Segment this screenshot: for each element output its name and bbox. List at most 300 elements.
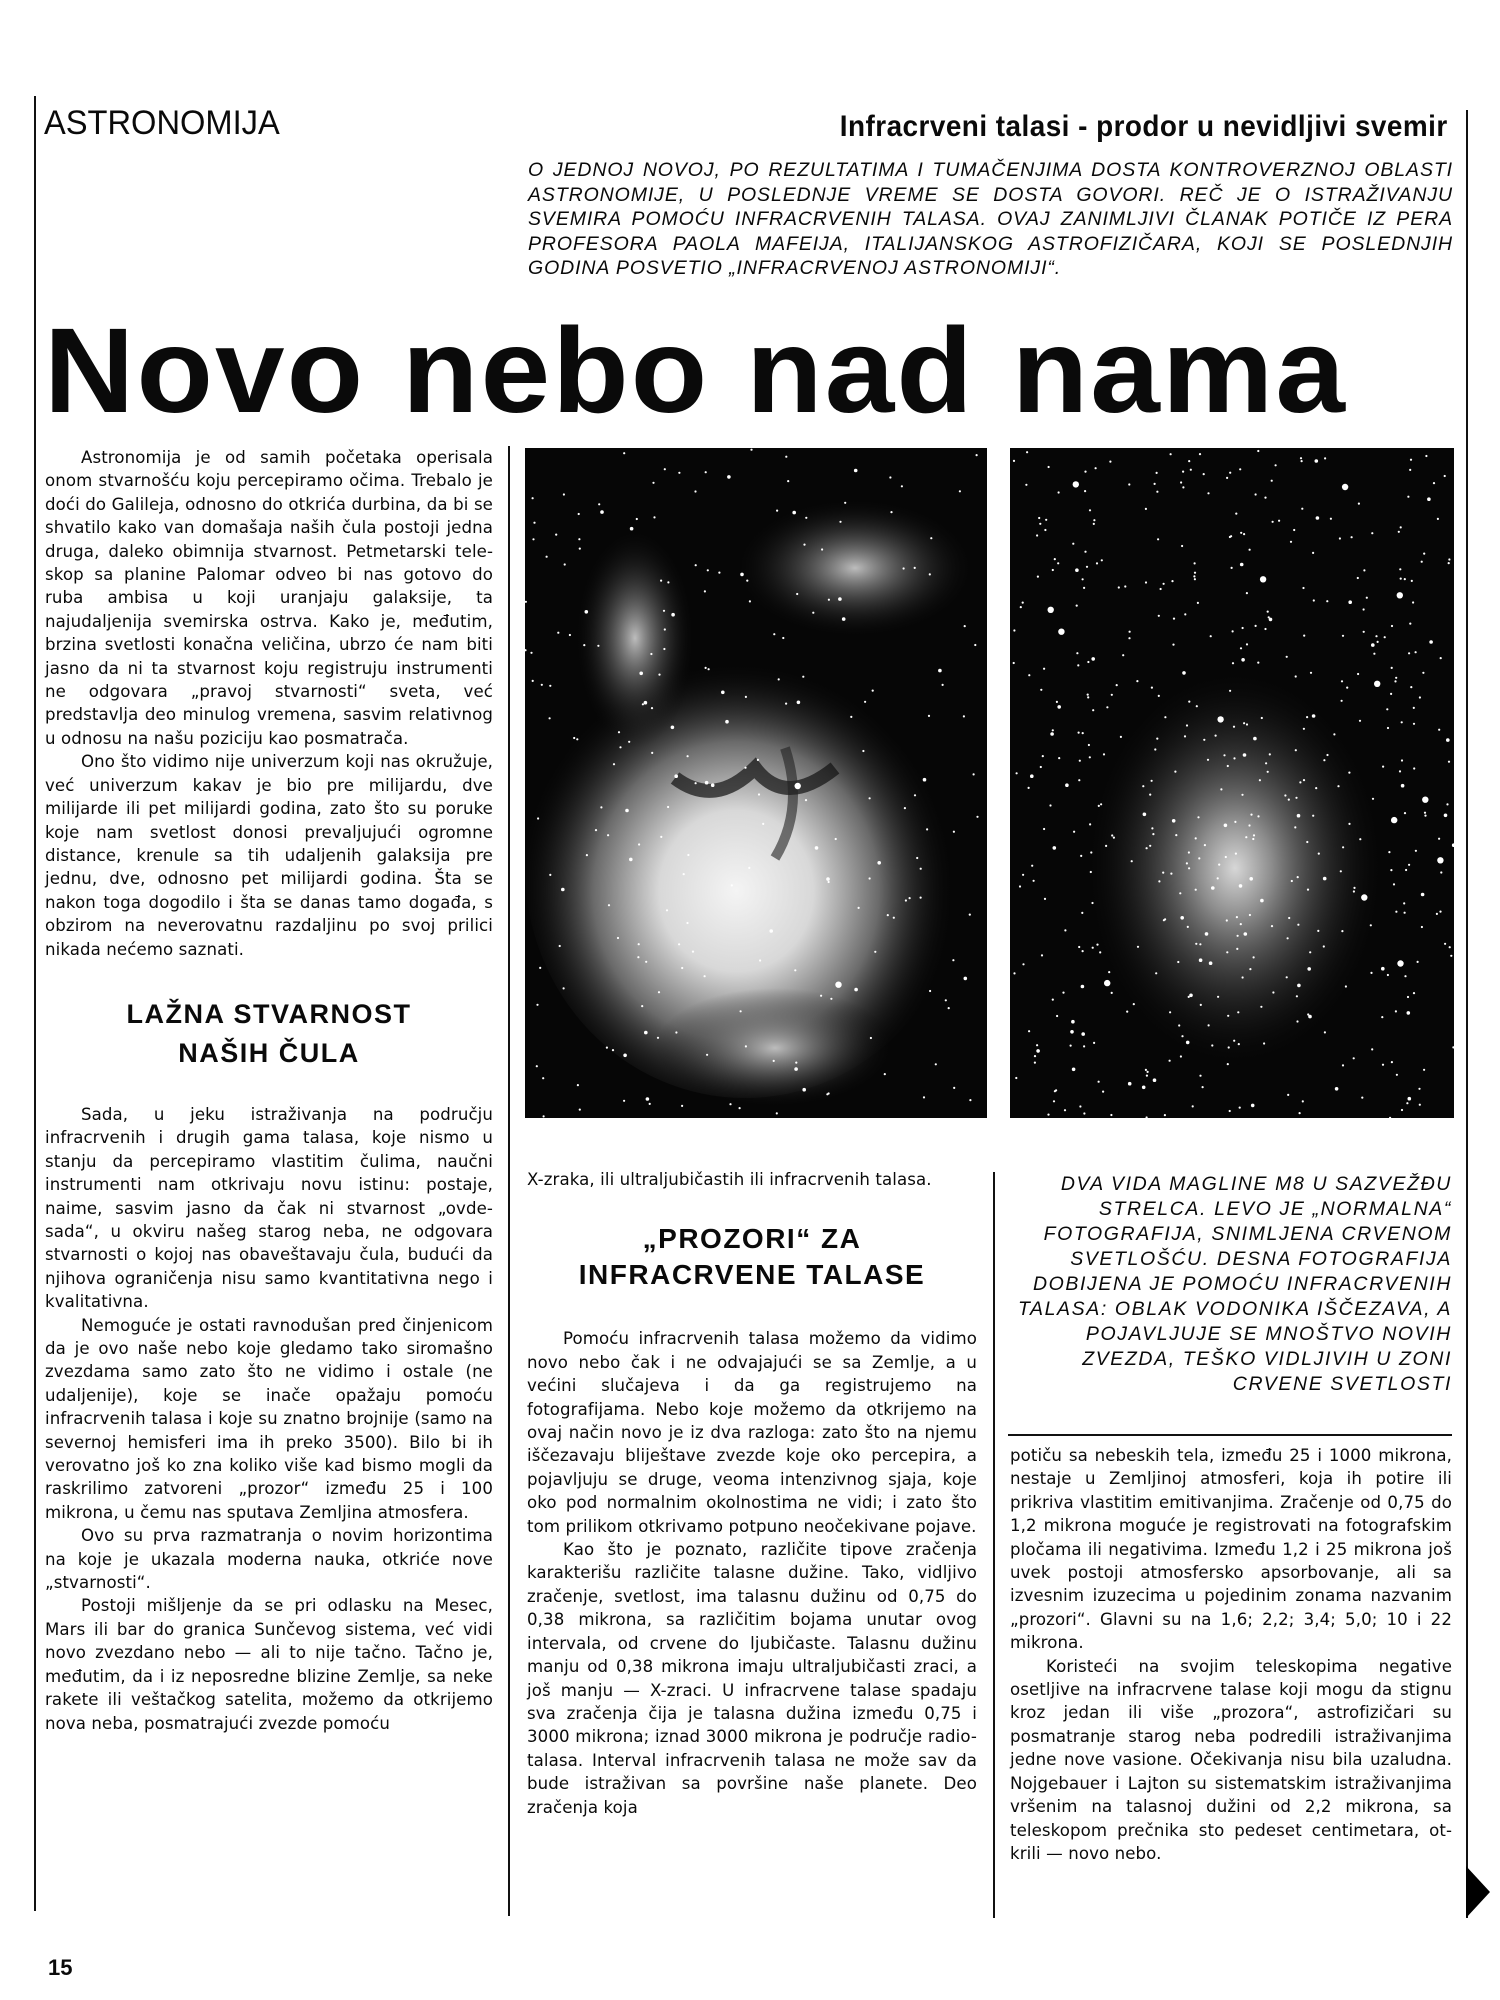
star-speck [1116, 684, 1118, 686]
star-speck [607, 834, 609, 836]
star-speck [705, 781, 709, 785]
page-number: 15 [48, 1955, 73, 1980]
star-speck [759, 959, 761, 961]
article-column-3 [1010, 1444, 1452, 1865]
star-speck [942, 684, 944, 686]
star-speck [1235, 513, 1237, 515]
star-speck [1084, 551, 1086, 553]
star-speck [1342, 1064, 1344, 1066]
star-speck [671, 726, 675, 730]
star-speck [608, 904, 610, 906]
star-speck [964, 977, 968, 981]
star-speck [1082, 950, 1084, 952]
star-speck [1211, 1044, 1213, 1046]
star-speck [1300, 457, 1302, 459]
star-speck [1128, 1082, 1132, 1086]
star-speck [1037, 576, 1039, 578]
star-speck [1104, 980, 1110, 986]
star-speck [1079, 1105, 1081, 1107]
star-speck [705, 667, 707, 669]
star-speck [646, 1097, 650, 1101]
star-speck [1333, 733, 1335, 735]
star-speck [842, 617, 846, 621]
star-speck [1317, 930, 1319, 932]
star-speck [1290, 541, 1292, 543]
star-speck [649, 1103, 651, 1105]
star-speck [1240, 563, 1244, 567]
star-speck [1103, 753, 1105, 755]
star-speck [1345, 985, 1347, 987]
headline: Novo nebo nad nama [44, 304, 1348, 439]
star-speck [1423, 1069, 1425, 1071]
star-speck [1087, 661, 1089, 663]
star-speck [1019, 885, 1021, 887]
star-speck [1307, 967, 1311, 971]
star-speck [1249, 877, 1253, 881]
star-speck [1227, 1015, 1229, 1017]
star-speck [1194, 578, 1196, 580]
star-speck [964, 625, 966, 627]
star-speck [1302, 587, 1304, 589]
star-speck [935, 1063, 937, 1065]
star-speck [1395, 911, 1397, 913]
star-speck [1199, 958, 1203, 962]
star-speck [1342, 484, 1348, 490]
star-speck [1272, 991, 1274, 993]
star-speck [1348, 772, 1350, 774]
star-speck [1310, 672, 1312, 674]
star-speck [1407, 1011, 1411, 1015]
star-speck [1133, 1003, 1135, 1005]
star-speck [1297, 924, 1299, 926]
star-speck [1353, 887, 1355, 889]
star-speck [1243, 533, 1245, 535]
subheading-line: „PROZORI“ ZA [642, 1223, 862, 1255]
star-speck [536, 1004, 538, 1006]
star-speck [1036, 534, 1038, 536]
star-speck [1335, 1087, 1339, 1091]
star-speck [532, 538, 534, 540]
star-speck [1177, 961, 1179, 963]
star-speck [1233, 757, 1235, 759]
article-column-1 [45, 446, 493, 1735]
star-speck [1226, 951, 1228, 953]
star-speck [844, 502, 846, 504]
star-speck [901, 485, 903, 487]
star-speck [805, 517, 807, 519]
star-speck [1048, 607, 1054, 613]
paragraph: Sada, u jeku istraživanja na području infracrvenih i drugih gama talasa, koje nismo u stanju da percepiramo vlastitim čulima, naučni instrumenti nam otkrivaju novu istinu: postaje, naime, sasvim jasno da čak ni stvarnost „ovde-sada“, u okviru našeg starog neba, ne odgovara stvarnosti o kojoj nas obaveštavaju čula, budući da njihova ograničenja nisu samo kvantitativna nego i kvalitativna. [45, 1104, 493, 1312]
star-speck [1271, 925, 1273, 927]
star-speck [740, 573, 744, 577]
paragraph: Astronomija je od samih početaka operisala onom stvarnošću koju percepiramo očima. Trebalo je doći do Galileja, odnosno do otkrića durbina, da bi se shvatilo kako van domašaja naših čula postoji jedna druga, daleko obimnija stvarnost. Petmetarski teleskop sa planine Palomar odveo bi nas gotovo do ruba ambisa u koji uranjaju galaksije, ta najudaljenija svemirska ostrva. Kako je, međutim, brzina svetlosti konačna veličina, ubrzo će nam biti jasno da ni ta stvarnost koju registruju instrumenti ne odgovara „pravoj stvarnosti“ sveta, već predstavlja deo minulog vremena, sasvim relativnog u odnosu na našu poziciju kao posmatrača. [45, 448, 493, 748]
col2-col3-divider [993, 1172, 995, 1918]
star-speck [583, 644, 585, 646]
star-speck [1239, 884, 1243, 888]
star-speck [869, 797, 871, 799]
star-speck [1105, 845, 1107, 847]
star-speck [1235, 853, 1237, 855]
star-speck [555, 534, 557, 536]
star-speck [1291, 880, 1293, 882]
star-speck [1372, 798, 1374, 800]
star-speck [1242, 627, 1244, 629]
star-speck [914, 794, 916, 796]
star-speck [1302, 1100, 1304, 1102]
star-speck [549, 717, 551, 719]
star-speck [838, 597, 842, 601]
star-speck [854, 988, 858, 992]
star-speck [1253, 737, 1257, 741]
star-speck [1260, 1006, 1262, 1008]
star-speck [658, 991, 660, 993]
star-speck [663, 610, 665, 612]
star-speck [530, 652, 532, 654]
star-speck [1399, 770, 1401, 772]
star-speck [1401, 759, 1403, 761]
star-speck [1223, 754, 1225, 756]
star-speck [1363, 608, 1365, 610]
star-speck [1408, 864, 1410, 866]
star-speck [1122, 654, 1124, 656]
star-speck [773, 1060, 775, 1062]
star-speck [1145, 581, 1147, 583]
star-speck [595, 829, 597, 831]
star-speck [573, 737, 575, 739]
star-speck [1391, 625, 1393, 627]
star-speck [1303, 779, 1305, 781]
star-speck [1225, 856, 1227, 858]
star-speck [1341, 680, 1343, 682]
star-speck [963, 715, 965, 717]
star-speck [805, 799, 807, 801]
star-speck [1248, 824, 1250, 826]
star-speck [1053, 846, 1057, 850]
star-speck [1404, 912, 1406, 914]
star-speck [1413, 992, 1415, 994]
star-speck [1200, 1004, 1202, 1006]
star-speck [835, 982, 841, 988]
star-speck [952, 959, 954, 961]
star-speck [893, 917, 895, 919]
star-speck [1341, 700, 1343, 702]
star-speck [1195, 943, 1197, 945]
star-speck [541, 684, 543, 686]
star-speck [1028, 787, 1030, 789]
star-speck [597, 645, 599, 647]
star-speck [1433, 482, 1435, 484]
star-speck [1415, 651, 1417, 653]
star-speck [1198, 857, 1200, 859]
star-speck [748, 867, 750, 869]
star-speck [862, 750, 864, 752]
star-speck [1129, 631, 1131, 633]
star-speck [731, 884, 733, 886]
star-speck [1249, 914, 1251, 916]
star-speck [1084, 490, 1086, 492]
star-speck [1421, 561, 1423, 563]
star-speck [1386, 708, 1388, 710]
col1-col2-divider [508, 446, 510, 1916]
star-speck [776, 510, 778, 512]
triangle-right-icon [1466, 1866, 1490, 1918]
star-speck [739, 1107, 741, 1109]
star-speck [1315, 459, 1319, 463]
star-speck [1244, 932, 1248, 936]
star-speck [1057, 705, 1061, 709]
star-speck [1209, 961, 1213, 965]
star-speck [559, 945, 561, 947]
star-speck [938, 669, 942, 673]
star-speck [1190, 469, 1192, 471]
star-speck [835, 838, 837, 840]
star-speck [1264, 497, 1266, 499]
star-speck [1409, 623, 1411, 625]
star-speck [1448, 558, 1450, 560]
star-speck [1053, 1100, 1055, 1102]
star-speck [744, 767, 746, 769]
star-speck [1337, 785, 1339, 787]
star-speck [1039, 523, 1041, 525]
star-speck [1316, 516, 1320, 520]
star-speck [671, 613, 675, 617]
star-speck [644, 1031, 648, 1035]
star-speck [1120, 736, 1122, 738]
star-speck [1054, 558, 1056, 560]
star-speck [641, 1005, 643, 1007]
star-speck [704, 975, 706, 977]
star-speck [1054, 1090, 1056, 1092]
star-speck [600, 806, 602, 808]
star-speck [1391, 817, 1397, 823]
star-speck [1387, 727, 1389, 729]
star-speck [1163, 919, 1165, 921]
star-speck [1040, 689, 1042, 691]
star-speck [563, 493, 565, 495]
star-speck [1151, 687, 1153, 689]
star-speck [1194, 572, 1196, 574]
star-speck [976, 816, 978, 818]
star-speck [1026, 451, 1028, 453]
star-speck [1312, 552, 1314, 554]
nebula-photo-left [525, 448, 987, 1118]
star-speck [1312, 714, 1316, 718]
star-speck [1101, 559, 1103, 561]
star-speck [1108, 971, 1110, 973]
star-speck [920, 868, 922, 870]
star-speck [617, 937, 619, 939]
star-speck [1401, 784, 1405, 788]
star-speck [681, 1105, 683, 1107]
star-speck [569, 634, 571, 636]
star-speck [1154, 483, 1156, 485]
star-speck [1022, 874, 1024, 876]
star-speck [1387, 974, 1389, 976]
star-speck [1013, 662, 1015, 664]
star-speck [1260, 899, 1264, 903]
star-speck [1268, 616, 1270, 618]
star-speck [576, 738, 578, 740]
star-speck [563, 987, 565, 989]
star-speck [830, 998, 832, 1000]
star-speck [820, 995, 822, 997]
star-speck [1093, 523, 1095, 525]
star-speck [826, 877, 830, 881]
star-speck [1211, 886, 1215, 890]
star-speck [1233, 1040, 1235, 1042]
star-speck [1070, 1030, 1074, 1034]
star-speck [1184, 613, 1186, 615]
star-speck [1137, 946, 1139, 948]
star-speck [1397, 960, 1403, 966]
star-speck [1299, 781, 1301, 783]
star-speck [1058, 629, 1064, 635]
star-speck [1172, 819, 1176, 823]
star-speck [1240, 532, 1242, 534]
star-speck [1088, 744, 1090, 746]
caption-divider [1008, 1434, 1452, 1436]
star-speck [1229, 472, 1231, 474]
star-speck [973, 773, 975, 775]
star-speck [1224, 824, 1228, 828]
star-speck [1339, 537, 1341, 539]
star-speck [1157, 538, 1159, 540]
star-speck [532, 497, 534, 499]
star-speck [1025, 484, 1027, 486]
star-speck [1234, 821, 1236, 823]
star-speck [645, 961, 647, 963]
star-speck [1264, 628, 1266, 630]
left-frame-rule [34, 96, 36, 1911]
star-speck [1257, 662, 1259, 664]
star-speck [1184, 735, 1186, 737]
star-speck [1396, 1074, 1398, 1076]
star-speck [619, 746, 621, 748]
star-speck [1232, 662, 1234, 664]
star-speck [1348, 823, 1350, 825]
star-speck [578, 513, 580, 515]
star-speck [1072, 543, 1074, 545]
star-speck [1089, 756, 1091, 758]
star-speck [926, 828, 928, 830]
star-speck [1370, 972, 1372, 974]
star-speck [638, 843, 640, 845]
star-speck [1083, 1045, 1085, 1047]
star-speck [1042, 755, 1044, 757]
star-speck [1028, 1030, 1030, 1032]
star-speck [1156, 472, 1158, 474]
star-speck [1330, 518, 1332, 520]
star-speck [1398, 531, 1400, 533]
star-speck [1410, 686, 1412, 688]
star-speck [794, 969, 796, 971]
star-speck [1390, 869, 1392, 871]
star-speck [874, 951, 876, 953]
star-speck [1421, 926, 1423, 928]
star-speck [1145, 1069, 1147, 1071]
star-speck [1246, 723, 1248, 725]
star-speck [708, 668, 710, 670]
star-speck [1253, 956, 1255, 958]
star-speck [1260, 576, 1266, 582]
star-speck [1195, 889, 1197, 891]
star-speck [890, 511, 892, 513]
star-speck [1128, 637, 1130, 639]
star-speck [1145, 508, 1147, 510]
star-speck [1341, 930, 1343, 932]
star-speck [1174, 771, 1176, 773]
star-speck [1226, 477, 1228, 479]
star-speck [1013, 972, 1015, 974]
star-speck [1152, 833, 1154, 835]
star-speck [1381, 1016, 1383, 1018]
star-speck [1081, 1032, 1085, 1036]
star-speck [1154, 748, 1156, 750]
subheading-line: NAŠIH ČULA [178, 1037, 360, 1068]
star-speck [1076, 652, 1078, 654]
star-speck [1407, 996, 1409, 998]
star-speck [1013, 629, 1015, 631]
star-speck [864, 701, 866, 703]
star-speck [1169, 1060, 1171, 1062]
star-speck [1217, 996, 1219, 998]
star-speck [1079, 760, 1081, 762]
star-speck [1437, 518, 1439, 520]
star-speck [1373, 653, 1375, 655]
star-speck [1400, 578, 1402, 580]
star-speck [1149, 845, 1151, 847]
star-speck [1286, 976, 1288, 978]
star-speck [1149, 794, 1151, 796]
star-speck [769, 929, 773, 933]
star-speck [1400, 526, 1402, 528]
star-speck [561, 888, 565, 892]
star-speck [1228, 1046, 1230, 1048]
star-speck [1288, 799, 1290, 801]
star-speck [787, 480, 789, 482]
star-speck [625, 809, 629, 813]
star-speck [1034, 1062, 1036, 1064]
star-speck [652, 482, 654, 484]
star-speck [795, 1062, 797, 1064]
star-speck [1236, 916, 1238, 918]
star-speck [1382, 1064, 1384, 1066]
star-speck [1306, 841, 1308, 843]
star-speck [1231, 567, 1233, 569]
star-speck [1357, 577, 1359, 579]
star-speck [664, 628, 666, 630]
star-speck [1090, 871, 1092, 873]
star-speck [884, 1073, 886, 1075]
star-speck [1403, 902, 1405, 904]
star-speck [1390, 693, 1392, 695]
star-speck [663, 648, 665, 650]
star-speck [1180, 1055, 1182, 1057]
star-speck [1158, 695, 1160, 697]
star-speck [1072, 1068, 1076, 1072]
star-speck [1186, 862, 1188, 864]
star-speck [1375, 635, 1377, 637]
star-speck [1033, 880, 1035, 882]
nebula-photo [525, 448, 987, 1118]
star-speck [1164, 716, 1166, 718]
star-speck [1267, 771, 1269, 773]
star-speck [795, 783, 801, 789]
star-speck [1151, 827, 1153, 829]
star-speck [1182, 671, 1186, 675]
star-speck [1071, 1020, 1075, 1024]
star-speck [870, 1037, 872, 1039]
